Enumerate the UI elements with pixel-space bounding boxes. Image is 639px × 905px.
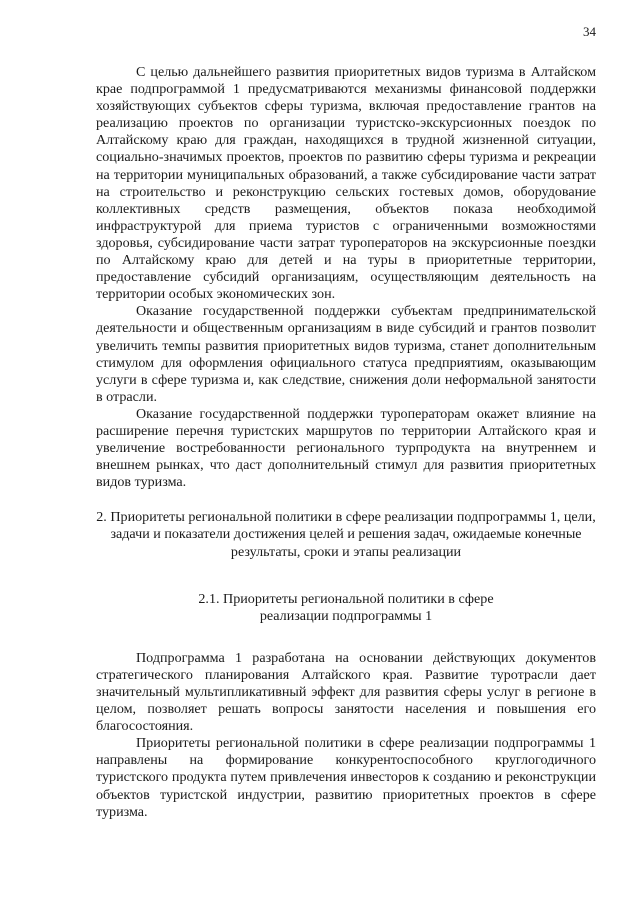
document-body (96, 64, 596, 821)
subsection-heading: 2.1. Приоритеты региональной политики в сфере реализации подпрограммы 1 (198, 590, 494, 624)
section-heading: 2. Приоритеты региональной политики в сфере реализации подпрограммы 1, цели, задачи и показатели достижения целей и решения задач, ожидаемые конечные результаты, сроки и этапы реализации (96, 509, 596, 560)
paragraph: Оказание государственной поддержки туроператорам окажет влияние на расширение перечня туристских маршрутов по территории Алтайского края и увеличение востребованности регионального турпродукта на внутреннем и внешнем рынках, что даст дополнительный стимул для развития приоритетных видов туризма. (96, 405, 596, 491)
paragraph: Подпрограмма 1 разработана на основании действующих документов стратегического планирования Алтайского края. Развитие туротрасли дает значительный мультипликативный эффект для развития сферы услуг в регионе в целом, позволяет решать вопросы занятости населения и повышения его благосостояния. (96, 649, 596, 735)
paragraph: С целью дальнейшего развития приоритетных видов туризма в Алтайском крае подпрограммой 1 предусматриваются механизмы финансовой поддержки хозяйствующих субъектов сферы туризма, включая предоставление грантов на реализацию проектов по организации туристско-экскурсионных поездок по Алтайскому краю для граждан, находящихся в трудной жизненной ситуации, социально-значимых проектов, проектов по развитию сферы туризма и рекреации на территории муниципальных образований, а также субсидирование части затрат на строительство и реконструкцию сельских гостевых домов, оборудование коллективных средств размещения, объектов показа необходимой инфраструктурой для приема туристов с ограниченными возможностями здоровья, субсидирование части затрат туроператоров на экскурсионные поездки по Алтайскому краю для детей и на туры в приоритетные территории, предоставление субсидий организациям, осуществляющим деятельность на территории особых экономических зон. (96, 64, 596, 303)
paragraph: Приоритеты региональной политики в сфере реализации подпрограммы 1 направлены на формирование конкурентоспособного круглогодичного туристского продукта путем привлечения инвесторов к созданию и реконструкции объектов туристской индустрии, развитию приоритетных проектов в сфере туризма. (96, 735, 596, 820)
page-number: 34 (583, 24, 596, 39)
paragraph: Оказание государственной поддержки субъектам предпринимательской деятельности и общественным организациям в виде субсидий и грантов позволит увеличить темпы развития приоритетных видов туризма, станет дополнительным стимулом для оформления официального статуса предприятиям, оказывающим услуги в сфере туризма и, как следствие, снижения доли неформальной занятости в отрасли. (96, 303, 596, 405)
